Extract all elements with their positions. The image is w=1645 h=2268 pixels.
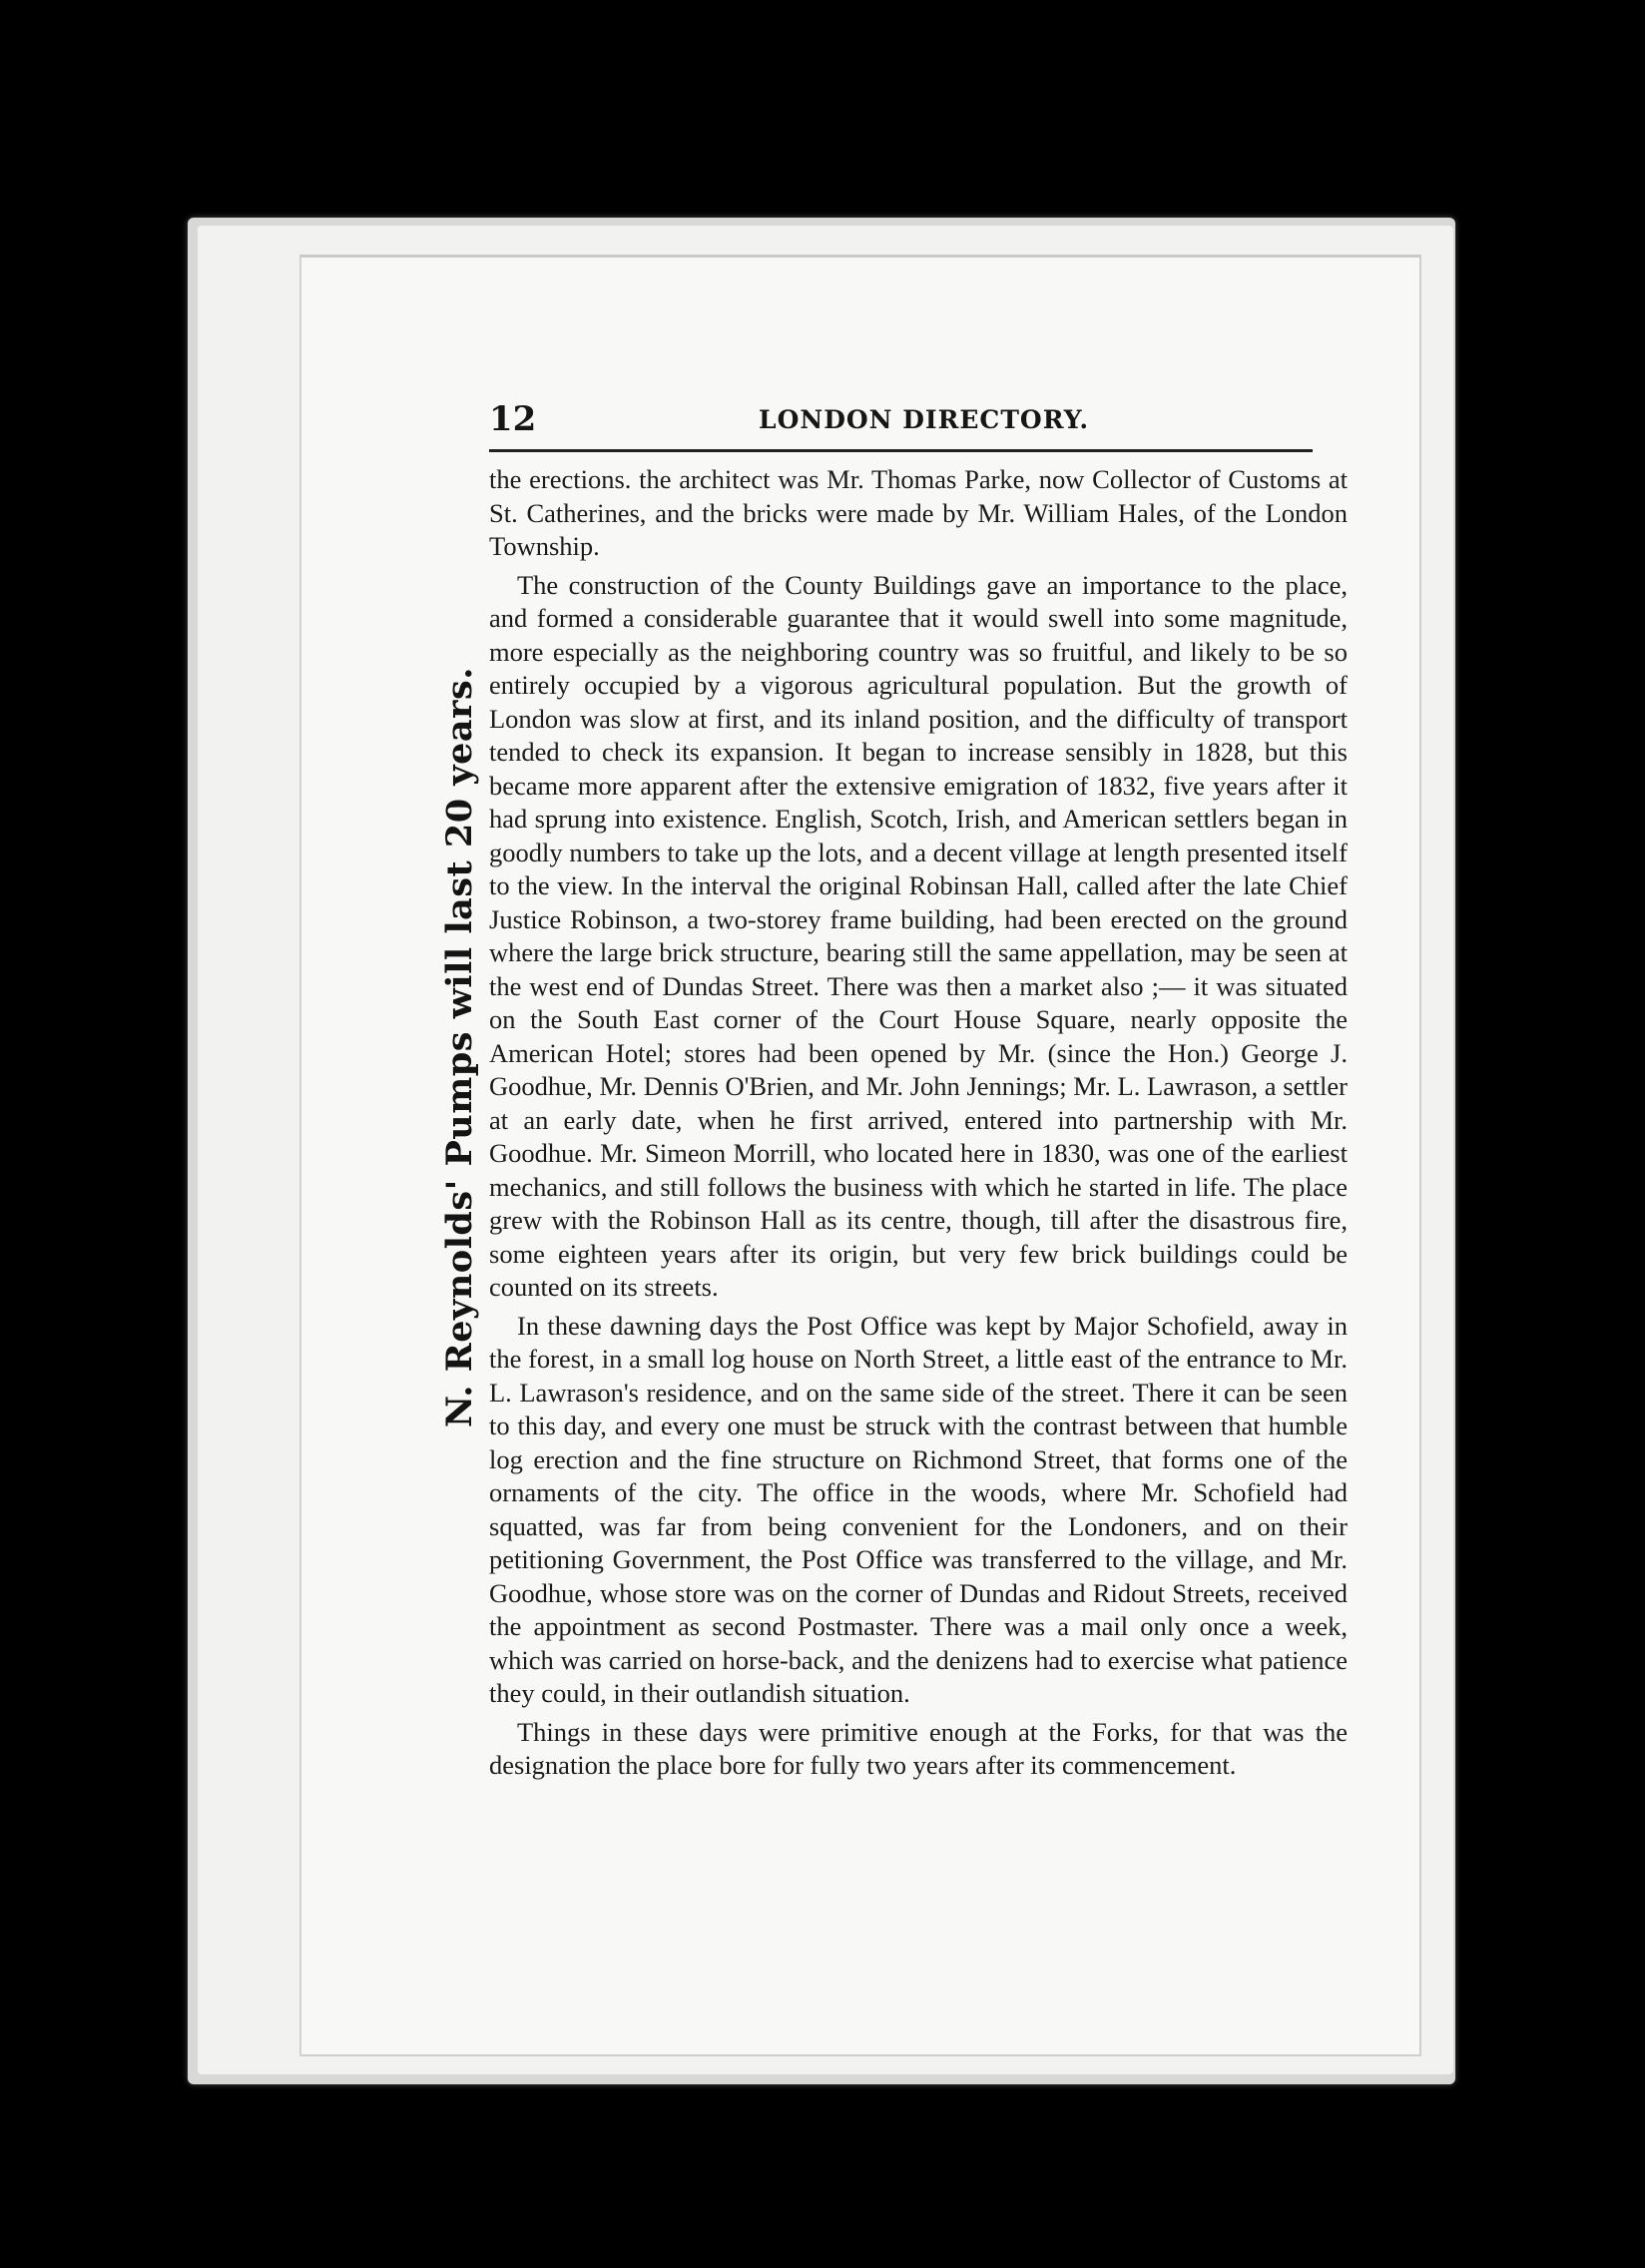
paragraph-the-forks: Things in these days were primitive enough at the Forks, for that was the designation the place bore for fully two years after its commencement.	[489, 1716, 1348, 1780]
paragraph-county-buildings: The construction of the County Buildings gave an importance to the place, and formed a considerable guarantee that it would swell into some magnitude, more especially as the neighboring country was so fruitful, and likely to be so entirely occupied by a vigorous agricultural population. But the growth of London was slow at first, and its inland position, and the difficulty of transport tended to check its expansion. It began to increase sensibly in 1828, but this became more apparent after the extensive emigration of 1832, five years after it had sprung into existence. English, Scotch, Irish, and American settlers began in goodly numbers to take up the lots, and a decent village at length presented itself to the view. In the interval the original Robinsan Hall, called after the late Chief Justice Robinson, a two-storey frame building, had been erected on the ground where the large brick structure, bearing still the same appellation, may be seen at the west end of Dundas Street. There was then a market also ;— it was situated on the South East corner of the Court House Square, nearly opposite the American Hotel; stores had been opened by Mr. (since the Hon.) George J. Goodhue, Mr. Dennis O'Brien, and Mr. John Jennings; Mr. L. Lawrason, a settler at an early date, when he first arrived, entered into partnership with Mr. Goodhue. Mr. Simeon Morrill, who located here in 1830, was one of the earliest mechanics, and still follows the business with which he started in life. The place grew with the Robinson Hall as its centre, though, till after the disastrous fire, some eighteen years after its origin, but very few brick buildings could be counted on its streets.	[489, 569, 1348, 1302]
paragraph-post-office: In these dawning days the Post Office was kept by Major Schofield, away in the forest, in a small log house on North Street, a little east of the entrance to Mr. L. Lawrason's residence, and on the same side of the street. There it can be seen to this day, and every one must be struck with the contrast between that humble log erection and the fine structure on Richmond Street, that forms one of the ornaments of the city. The office in the woods, where Mr. Schofield had squatted, was far from being convenient for the Londoners, and on their petitioning Government, the Post Office was transferred to the village, and Mr. Goodhue, whose store was on the corner of Dundas and Ridout Streets, received the appointment as second Postmaster. There was a mail only once a week, which was carried on horse-back, and the denizens had to exercise what patience they could, in their outlandish situation.	[489, 1310, 1348, 1708]
body-text	[489, 463, 1348, 1861]
page-number: 12	[489, 399, 537, 439]
sidebar-advertisement: N. Reynolds' Pumps will last 20 years.	[439, 667, 480, 1427]
paragraph-continuation: the erections. the architect was Mr. Thomas Parke, now Collector of Customs at St. Catherines, and the bricks were made by Mr. William Hales, of the London Township.	[489, 464, 1348, 561]
running-head	[489, 399, 1313, 452]
running-title: LONDON DIRECTORY.	[759, 405, 1090, 434]
